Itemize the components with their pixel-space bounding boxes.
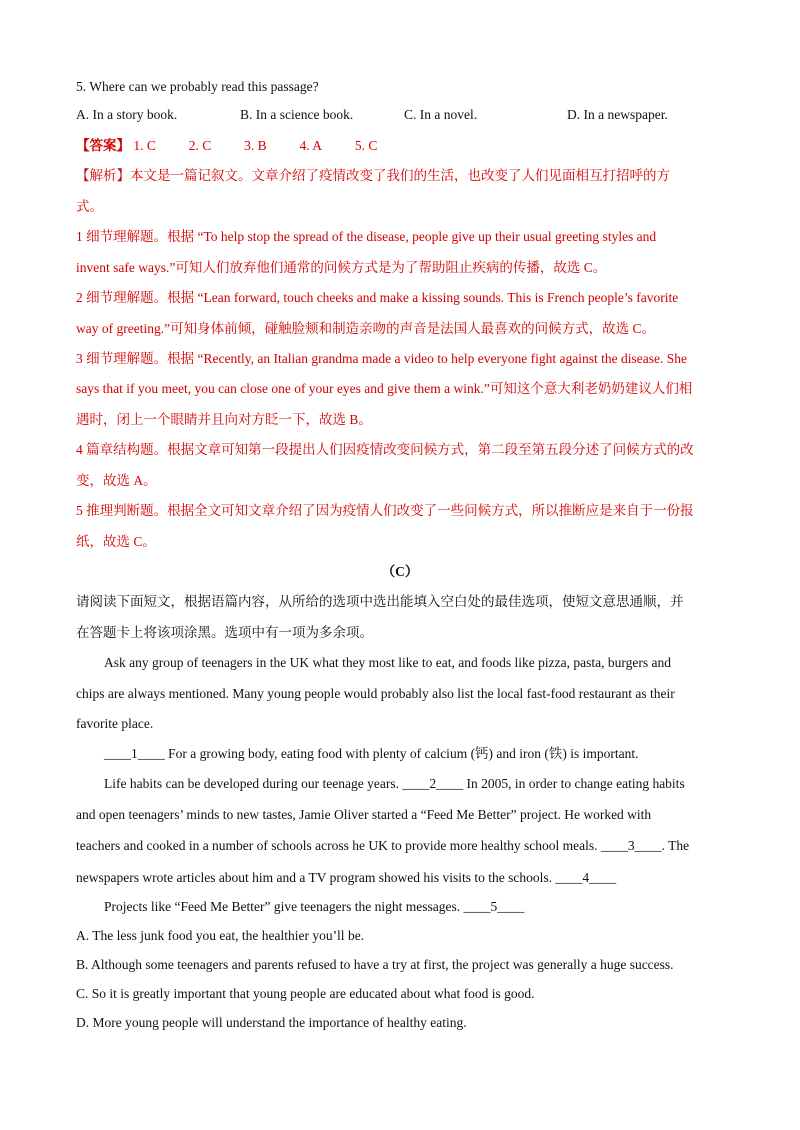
- analysis-line: 2 细节理解题。根据 “Lean forward, touch cheeks and make a kissing sounds. This is French people’s favorite: [76, 290, 679, 305]
- analysis-line: 4 篇章结构题。根据文章可知第一段提出人们因疫情改变问候方式，第二段至第五段分述了问候方式的改: [76, 442, 694, 457]
- instruction-line: 请阅读下面短文，根据语篇内容，从所给的选项中选出能填入空白处的最佳选项，使短文意思通顺，并: [76, 594, 684, 609]
- passage-line: and open teenagers’ minds to new tastes, Jamie Oliver started a “Feed Me Better” project. He worked with: [76, 807, 652, 822]
- question-5-option-d: D. In a newspaper.: [567, 107, 668, 122]
- analysis-line: 5 推理判断题。根据全文可知文章介绍了因为疫情人们改变了一些问候方式，所以推断应是来自于一份报: [76, 503, 694, 518]
- analysis-line: 变，故选 A。: [76, 473, 157, 488]
- answer-label: 【答案】: [76, 138, 130, 153]
- answer-item-1: 1. C: [133, 138, 156, 153]
- answer-item-3: 3. B: [244, 138, 267, 153]
- choice-a: A. The less junk food you eat, the healthier you’ll be.: [76, 928, 365, 943]
- analysis-line: says that if you meet, you can close one of your eyes and give them a wink.”可知这个意大利老奶奶建议人们相: [76, 381, 693, 396]
- passage-line: newspapers wrote articles about him and a TV program showed his visits to the schools. ____4____: [76, 870, 617, 885]
- question-5-stem: 5. Where can we probably read this passage?: [76, 79, 319, 94]
- analysis-line: invent safe ways.”可知人们放弃他们通常的问候方式是为了帮助阻止疾病的传播，故选 C。: [76, 260, 607, 275]
- choice-c: C. So it is greatly important that young people are educated about what food is good.: [76, 986, 535, 1001]
- passage-line: favorite place.: [76, 716, 154, 731]
- passage-line: chips are always mentioned. Many young people would probably also list the local fast-food restaurant as their: [76, 686, 675, 701]
- choice-d: D. More young people will understand the importance of healthy eating.: [76, 1015, 467, 1030]
- passage-line: Ask any group of teenagers in the UK what they most like to eat, and foods like pizza, pasta, burgers and: [104, 655, 671, 670]
- answer-item-2: 2. C: [188, 138, 212, 153]
- analysis-line: 式。: [76, 199, 103, 214]
- answer-line: [76, 137, 377, 155]
- analysis-line: way of greeting.”可知身体前倾，碰触脸颊和制造亲吻的声音是法国人最喜欢的问候方式，故选 C。: [76, 321, 655, 336]
- question-5-option-c: C. In a novel.: [404, 107, 478, 122]
- analysis-line: 纸，故选 C。: [76, 534, 156, 549]
- analysis-line: 【解析】本文是一篇记叙文。文章介绍了疫情改变了我们的生活，也改变了人们见面相互打招呼的方: [76, 168, 670, 183]
- question-5-option-b: B. In a science book.: [240, 107, 354, 122]
- passage-line: Life habits can be developed during our teenage years. ____2____ In 2005, in order to change eating habits: [104, 776, 685, 791]
- choice-b: B. Although some teenagers and parents refused to have a try at first, the project was generally a huge success.: [76, 957, 674, 972]
- question-5-option-a: A. In a story book.: [76, 107, 178, 122]
- passage-line: Projects like “Feed Me Better” give teenagers the night messages. ____5____: [104, 899, 525, 914]
- answer-item-4: 4. A: [299, 138, 323, 153]
- answer-item-5: 5. C: [354, 138, 378, 153]
- analysis-line: 遇时，闭上一个眼睛并且向对方眨一下，故选 B。: [76, 412, 372, 427]
- analysis-line: 3 细节理解题。根据 “Recently, an Italian grandma made a video to help everyone fight against the disease. She: [76, 351, 687, 366]
- section-heading: （C）: [381, 564, 419, 579]
- passage-line: teachers and cooked in a number of schools across he UK to provide more healthy school meals. ____3____. The: [76, 838, 690, 853]
- passage-line: ____1____ For a growing body, eating food with plenty of calcium (钙) and iron (铁) is important.: [104, 746, 639, 761]
- instruction-line: 在答题卡上将该项涂黑。选项中有一项为多余项。: [76, 625, 373, 640]
- analysis-line: 1 细节理解题。根据 “To help stop the spread of the disease, people give up their usual greeting styles and: [76, 229, 657, 244]
